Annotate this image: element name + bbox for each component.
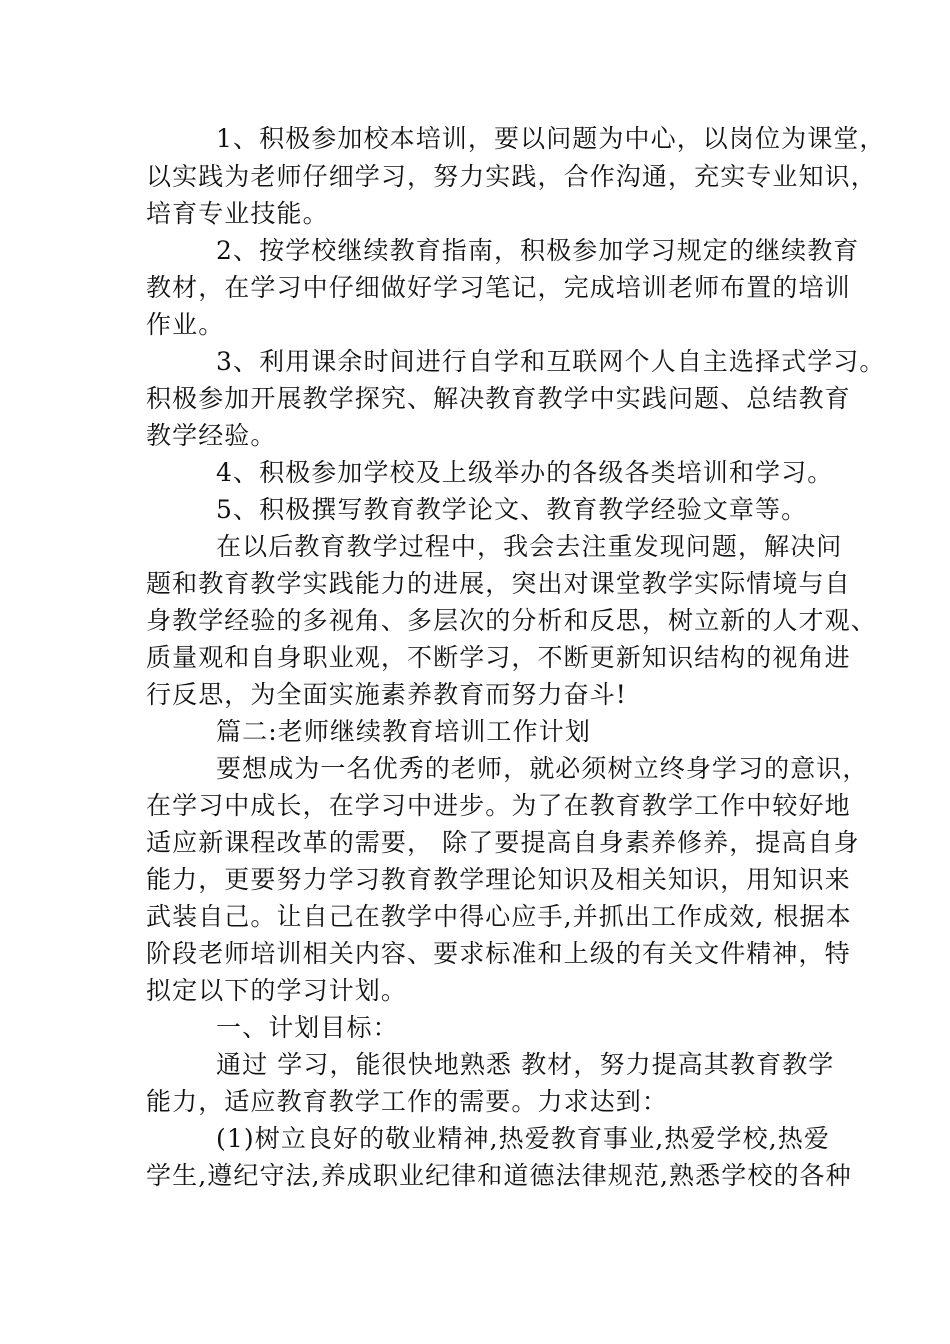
text-line: 以实践为老师仔细学习，努力实践，合作沟通，充实专业知识， bbox=[146, 162, 877, 191]
text-line: 适应新课程改革的需要， 除了要提高自身素养修养，提高自身 bbox=[146, 828, 860, 857]
text-line: 培育专业技能。 bbox=[146, 199, 329, 228]
text-line: 1、积极参加校本培训，要以问题为中心，以岗位为课堂， bbox=[216, 124, 886, 153]
text-line: 4、积极参加学校及上级举办的各级各类培训和学习。 bbox=[216, 458, 834, 487]
text-line: 教材，在学习中仔细做好学习笔记，完成培训老师布置的培训 bbox=[146, 273, 851, 302]
text-line: (1)树立良好的敬业精神,热爱教育事业,热爱学校,热爱 bbox=[216, 1124, 830, 1153]
text-line: 教学经验。 bbox=[146, 421, 277, 450]
text-line: 积极参加开展教学探究、解决教育教学中实践问题、总结教育 bbox=[146, 384, 851, 413]
subsection-heading: 一、计划目标： bbox=[216, 1013, 399, 1042]
section-heading: 篇二:老师继续教育培训工作计划 bbox=[216, 717, 591, 746]
text-line: 通过 学习，能很快地熟悉 教材，努力提高其教育教学 bbox=[216, 1050, 835, 1079]
text-line: 能力，适应教育教学工作的需要。力求达到： bbox=[146, 1087, 669, 1116]
text-line: 拟定以下的学习计划。 bbox=[146, 976, 408, 1005]
text-line: 武装自己。让自己在教学中得心应手,并抓出工作成效, 根据本 bbox=[146, 902, 852, 931]
text-line: 质量观和自身职业观，不断学习，不断更新知识结构的视角进 bbox=[146, 643, 851, 672]
text-line: 要想成为一名优秀的老师，就必须树立终身学习的意识， bbox=[216, 754, 869, 783]
text-line: 作业。 bbox=[146, 310, 225, 339]
text-line: 在以后教育教学过程中，我会去注重发现问题，解决问 bbox=[216, 532, 843, 561]
text-line: 行反思，为全面实施素养教育而努力奋斗! bbox=[146, 680, 627, 709]
text-line: 身教学经验的多视角、多层次的分析和反思，树立新的人才观、 bbox=[146, 606, 877, 635]
text-line: 5、积极撰写教育教学论文、教育教学经验文章等。 bbox=[216, 495, 808, 524]
text-line: 学生,遵纪守法,养成职业纪律和道德法律规范,熟悉学校的各种 bbox=[146, 1161, 852, 1190]
text-line: 题和教育教学实践能力的进展，突出对课堂教学实际情境与自 bbox=[146, 569, 851, 598]
text-line: 3、利用课余时间进行自学和互联网个人自主选择式学习。 bbox=[216, 347, 886, 376]
text-line: 能力，更要努力学习教育教学理论知识及相关知识，用知识来 bbox=[146, 865, 851, 894]
text-line: 2、按学校继续教育指南，积极参加学习规定的继续教育 bbox=[216, 236, 860, 265]
text-line: 在学习中成长，在学习中进步。为了在教育教学工作中较好地 bbox=[146, 791, 851, 820]
text-line: 阶段老师培训相关内容、要求标准和上级的有关文件精神，特 bbox=[146, 939, 851, 968]
